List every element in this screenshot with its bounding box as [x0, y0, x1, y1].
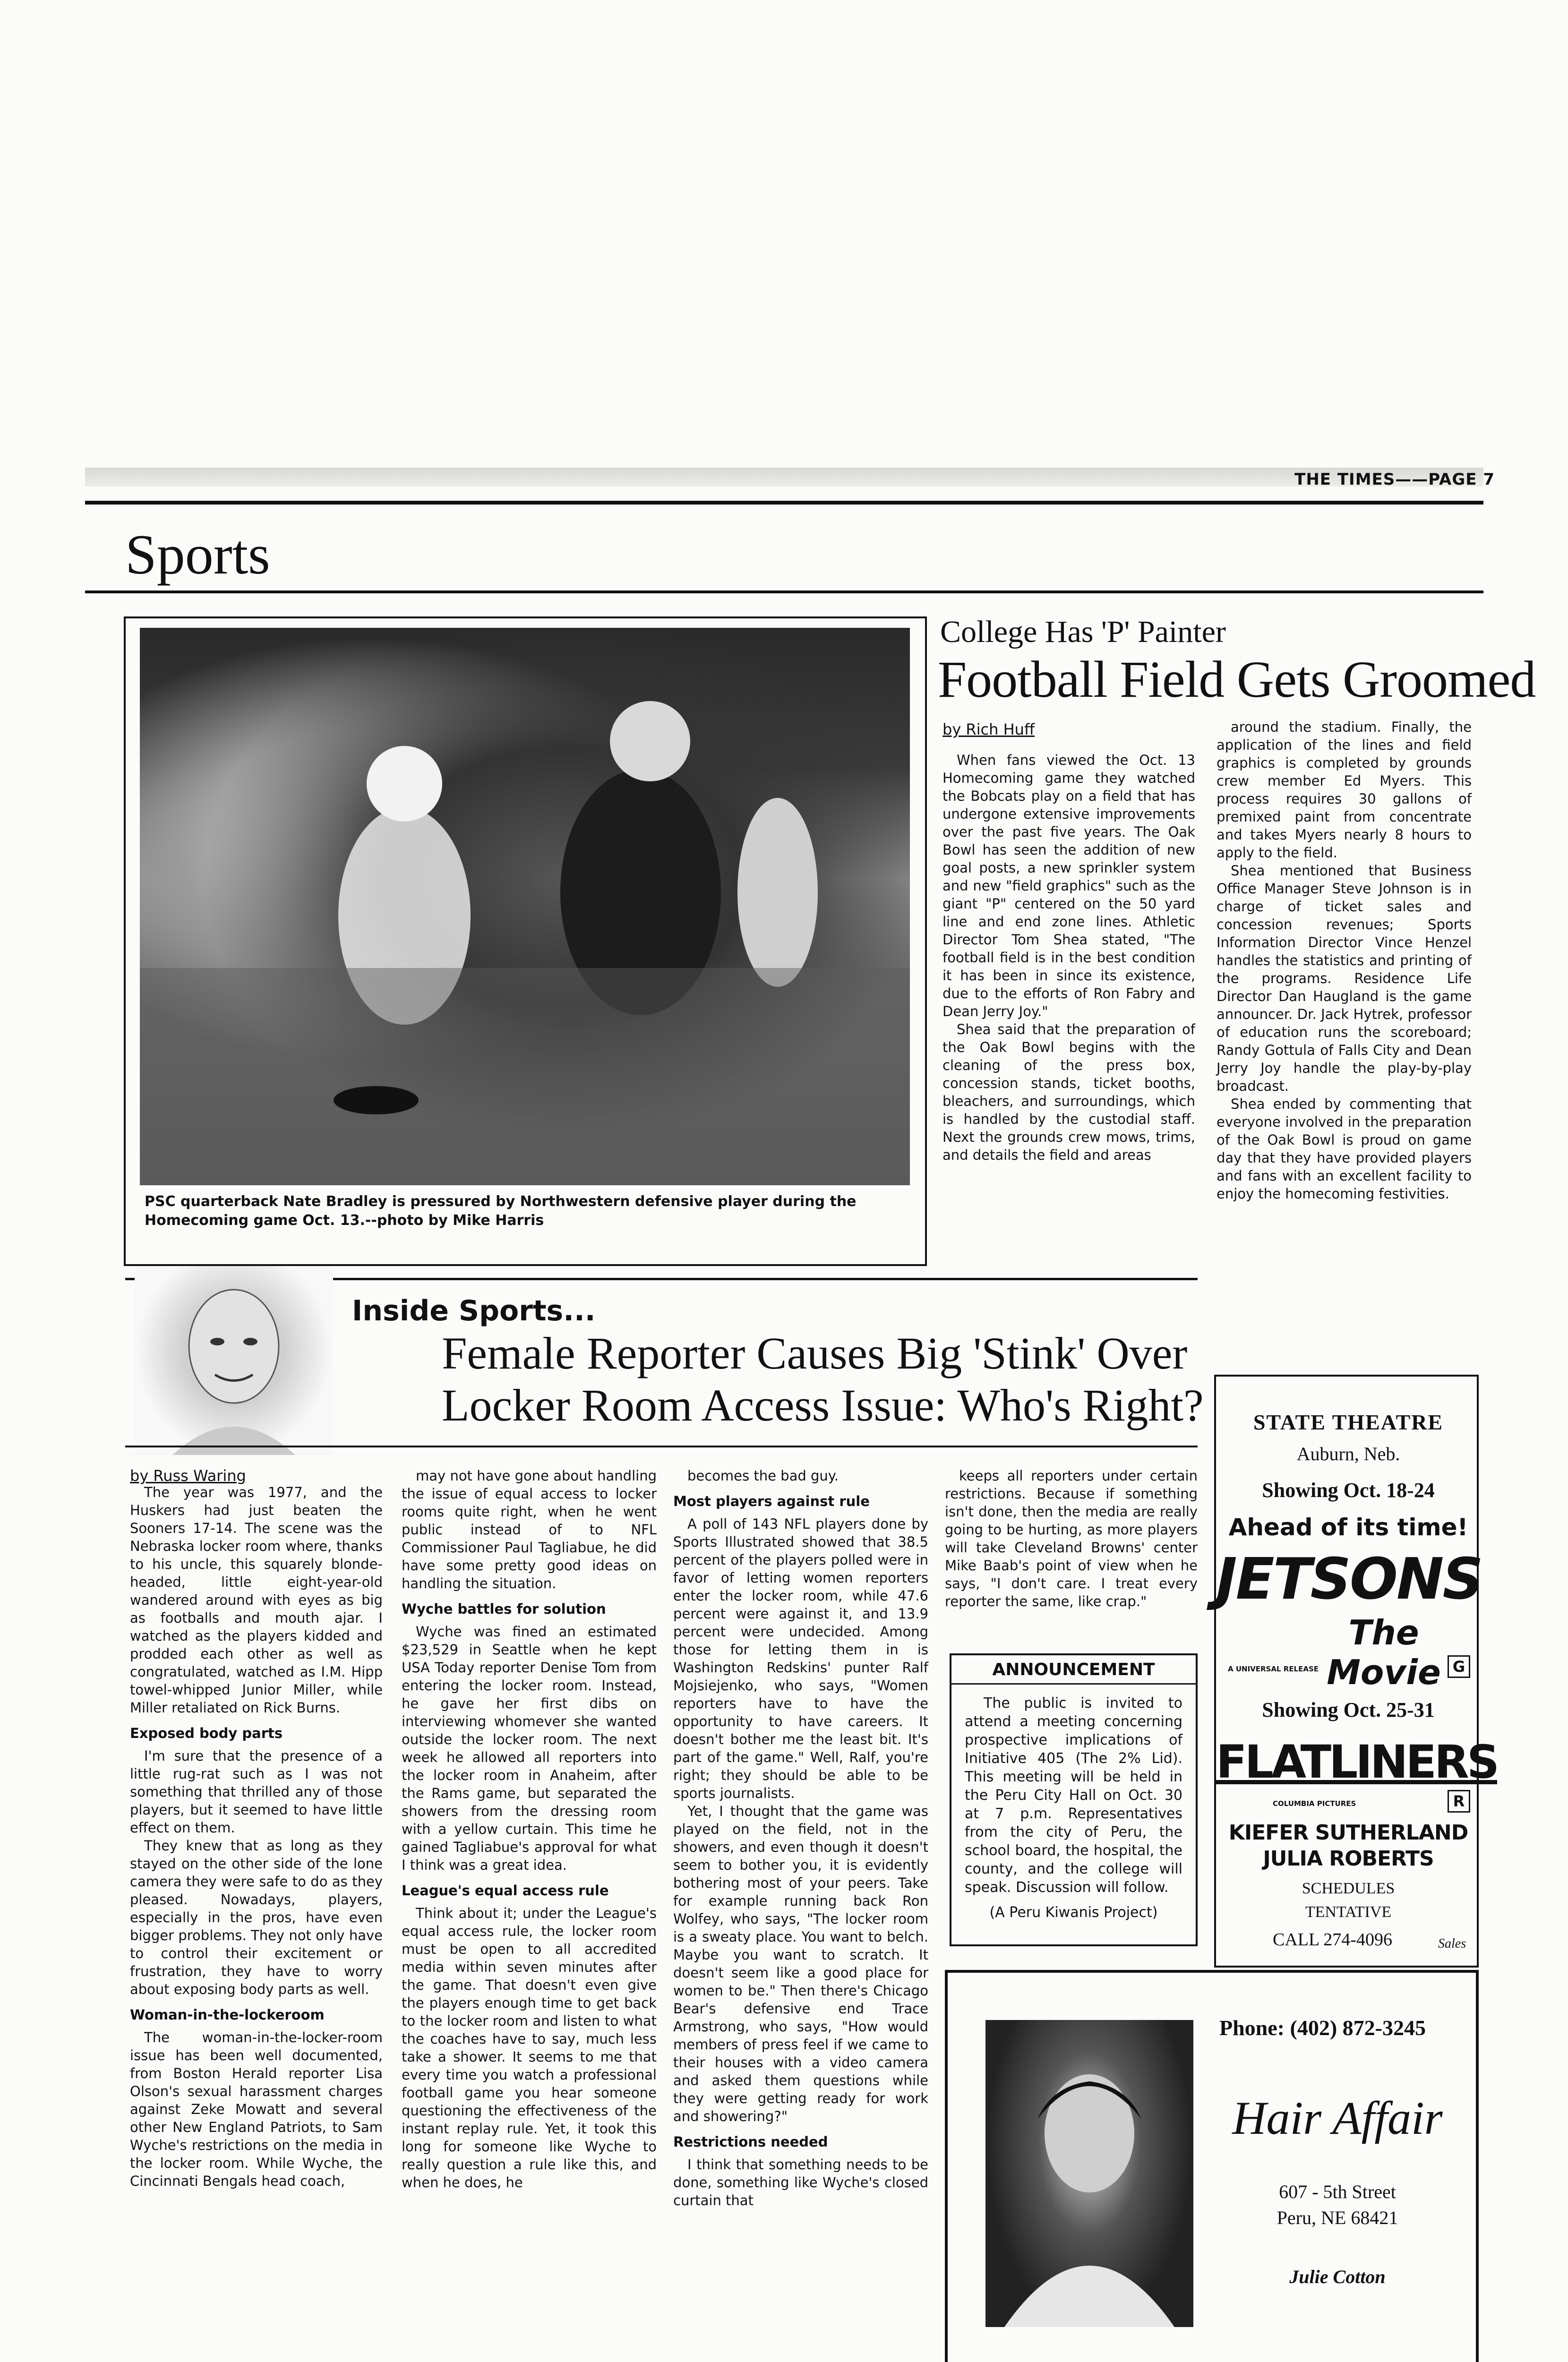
story-column-1 [943, 751, 1195, 1164]
theatre-tagline: Ahead of its time! [1228, 1514, 1468, 1541]
subhead: Wyche battles for solution [402, 1601, 606, 1617]
announcement-box [950, 1653, 1198, 1946]
theatre-city: Auburn, Neb. [1296, 1443, 1400, 1464]
hair-ad-owner: Julie Cotton [1289, 2266, 1386, 2287]
announcement-credit: (A Peru Kiwanis Project) [989, 1904, 1158, 1921]
paragraph: keeps all reporters under certain restrictions. Because if something isn't done, then the media are really going to be hurting, as more players will take Cleveland Browns' center Mike Baab's point of view when he says, "I don't care. I treat every reporter the same, like crap." [945, 1468, 1198, 1609]
movie-2-rating: R [1448, 1790, 1470, 1813]
paragraph: The year was 1977, and the Huskers had just beaten the Sooners 17-14. The scene was the Nebraska locker room where, thanks to his uncle, this squarely blonde-headed, little eight-year-old wandered around with eyes as big as footballs and mouth ajar. I watched as the players kidded and prodded each other as well as congratulated, watched as I.M. Hipp towel-whipped Junior Miller, while Miller retaliated on Rick Burns. [130, 1484, 383, 1716]
hair-ad-address-2: Peru, NE 68421 [1277, 2207, 1398, 2228]
column-rule [125, 1446, 1198, 1447]
column-text-4 [945, 1467, 1198, 1610]
subhead: Exposed body parts [130, 1725, 283, 1741]
paragraph: may not have gone about handling the issue of equal access to locker rooms quite right, when he went public instead of to NFL Commissioner Paul Tagliabue, he did have some pretty good ideas on handling the situation. [402, 1468, 657, 1592]
paragraph: Yet, I thought that the game was played on the field, not in the showers, and even though it doesn't seem to bother you, it is evidently bothering most of your peers. Take for example running back Ron Wolfey, who says, "The locker room is a sweaty place. You want to belch. Maybe you want to scratch. It doesn't seem like a good place for women to be." Then there's Chicago Bear's defensive end Trace Armstrong, who says, "How would members of press feel if we came to their houses with a video camera and asked them questions while they were getting ready for work and showering?" [673, 1803, 928, 2124]
story-column-2 [1217, 718, 1472, 1203]
paragraph: I think that something needs to be done, something like Wyche's closed curtain that [673, 2157, 928, 2208]
column-headline-line1: Female Reporter Causes Big 'Stink' Over [442, 1328, 1188, 1378]
theatre-ad [1214, 1375, 1497, 1968]
section-rule [85, 590, 1483, 593]
photo-players-illustration [140, 628, 910, 1185]
hair-ad [945, 1970, 1479, 2362]
theatre-showing-2: Showing Oct. 25-31 [1262, 1698, 1435, 1721]
column-text-1 [130, 1483, 383, 2190]
paragraph: becomes the bad guy. [687, 1468, 839, 1484]
hair-ad-portrait [985, 2020, 1193, 2327]
column-label: Inside Sports... [352, 1294, 596, 1327]
movie-2-star-1: KIEFER SUTHERLAND [1228, 1821, 1468, 1845]
column-byline: by Russ Waring [130, 1467, 246, 1485]
section-title: Sports [125, 523, 270, 586]
paragraph: Shea said that the preparation of the Oak Bowl begins with the cleaning of the press box, concession stands, ticket booths, bleachers, and surroundings, which is handled by the custodial staff. Next the grounds crew mows, trims, and details the field and areas [943, 1021, 1195, 1163]
subhead: Restrictions needed [673, 2134, 828, 2150]
photo-frame [124, 616, 927, 1266]
theatre-tentative: TENTATIVE [1305, 1903, 1392, 1921]
theatre-signoff: Sales [1438, 1936, 1466, 1951]
story-byline: by Rich Huff [943, 720, 1035, 738]
movie-1-studio: A UNIVERSAL RELEASE [1228, 1665, 1319, 1673]
subhead: Woman-in-the-lockeroom [130, 2007, 325, 2023]
paragraph: Wyche was fined an estimated $23,529 in Seattle when he kept USA Today reporter Denise Tom from entering the locker room. Instead, he gave her first dibs on interviewing whomever she wanted outside the locker room. The next week he allowed all reporters into the locker room in Anaheim, after the Rams game, but separated the showers from the dressing room with a yellow curtain. This time he gained Tagliabue's approval for what I think was a great idea. [402, 1624, 657, 1873]
paragraph: Shea mentioned that Business Office Manager Steve Johnson is in charge of ticket sales and concession revenues; Sports Information Director Vince Henzel handles the statistics and printing of the programs. Residence Life Director Dan Haugland is the game announcer. Dr. Jack Hytrek, professor of education runs the scoreboard; Randy Gottula of Falls City and Dean Jerry Joy handle the play-by-play broadcast. [1217, 863, 1472, 1094]
paragraph: The woman-in-the-locker-room issue has been well documented, from Boston Herald reporter Lisa Olson's sexual harassment charges against Zeke Mowatt and several other New England Patriots, to Sam Wyche's restrictions on the media in the locker room. While Wyche, the Cincinnati Bengals head coach, [130, 2029, 383, 2189]
page-runner: THE TIMES——PAGE 7 [1294, 470, 1495, 489]
paragraph: A poll of 143 NFL players done by Sports Illustrated showed that 38.5 percent of the players polled were in favor of letting women reporters enter the locker room, while 47.6 percent were against it, and 13.9 percent were undecided. Among those for letting them in is Washington Redskins' punter Ralf Mojsiejenko, who says, "Women reporters have to have the opportunity to have careers. It doesn't bother me the least bit. It's part of the game." Well, Ralf, you're right; they should be able to be sports journalists. [673, 1516, 928, 1801]
columnist-photo [135, 1266, 333, 1455]
column-text-2 [402, 1467, 657, 2191]
hair-ad-phone: Phone: (402) 872-3245 [1219, 2016, 1426, 2040]
theatre-name: STATE THEATRE [1253, 1410, 1444, 1434]
movie-1-rating: G [1448, 1655, 1470, 1678]
theatre-schedules: SCHEDULES [1302, 1880, 1395, 1897]
movie-1-subtitle: The Movie [1327, 1613, 1441, 1692]
paragraph: They knew that as long as they stayed on the other side of the lone camera they were safe to do as they pleased. Nowadays, players, especially in the pros, have even bigger problems. They not only have to control their excitement or frustration, they have to worry about exposing body parts as well. [130, 1838, 383, 1997]
page-header-band [85, 468, 1483, 487]
hair-ad-logo: Hair Affair [1232, 2092, 1443, 2144]
announcement-body: The public is invited to attend a meeting concerning prospective implications of Initiative 405 (The 2% Lid). This meeting will be held in the Peru City Hall on Oct. 30 at 7 p.m. Representatives from the city of Peru, the school board, the hospital, the county, and the college will speak. Discussion will follow. [965, 1695, 1182, 1896]
story-kicker: College Has 'P' Painter [940, 615, 1226, 649]
football-action-photo [140, 628, 910, 1185]
movie-2-studio: COLUMBIA PICTURES [1273, 1799, 1356, 1808]
subhead: Most players against rule [673, 1493, 870, 1509]
paragraph: Think about it; under the League's equal access rule, the locker room must be open to all accredited media within seven minutes after the game. That doesn't even give the players enough time to get back to the locker room and listen to what the coaches have to say, much less take a shower. It seems to me that every time you watch a professional football game you hear someone questioning the effectiveness of the instant replay rule. Yet, it took this long for someone like Wyche to really question a rule like this, and when he does, he [402, 1905, 657, 2191]
photo-caption: PSC quarterback Nate Bradley is pressured by Northwestern defensive player during the Homecoming game Oct. 13.--photo by Mike Harris [145, 1193, 857, 1229]
column-text-3 [673, 1467, 928, 2209]
movie-1-title: JETSONS [1216, 1547, 1482, 1612]
paragraph: Shea ended by commenting that everyone involved in the preparation of the Oak Bowl is proud on game day that they have provided players and fans with an excellent facility to enjoy the homecoming festivities. [1217, 1096, 1472, 1202]
paragraph: around the stadium. Finally, the application of the lines and field graphics is completed by grounds crew member Ed Myers. This process requires 30 gallons of premixed paint from concentrate and takes Myers nearly 8 hours to apply to the field. [1217, 719, 1472, 861]
theatre-phone: CALL 274-4096 [1273, 1930, 1392, 1950]
column-headline-line2: Locker Room Access Issue: Who's Right? [442, 1380, 1204, 1430]
paragraph: When fans viewed the Oct. 13 Homecoming game they watched the Bobcats play on a field that has undergone extensive improvements over the past five years. The Oak Bowl has seen the addition of new goal posts, a new sprinkler system and new "field graphics" such as the giant "P" centered on the 50 yard line and end zone lines. Athletic Director Tom Shea stated, "The football field is in the best condition it has been in since its existence, due to the efforts of Ron Fabry and Dean Jerry Joy." [943, 752, 1195, 1019]
paragraph: I'm sure that the presence of a little rug-rat such as I was not something that thrilled any of those players, but it seemed to have little effect on them. [130, 1748, 383, 1836]
announcement-title: ANNOUNCEMENT [951, 1660, 1196, 1685]
columnist-portrait [135, 1266, 333, 1455]
story-headline: Football Field Gets Groomed [938, 650, 1536, 708]
hair-ad-photo [985, 2020, 1193, 2327]
hair-ad-address-1: 607 - 5th Street [1279, 2181, 1396, 2202]
movie-2-star-2: JULIA ROBERTS [1263, 1847, 1434, 1871]
movie-2-title: FLATLINERS [1216, 1736, 1497, 1789]
theatre-showing-1: Showing Oct. 18-24 [1262, 1479, 1435, 1502]
subhead: League's equal access rule [402, 1883, 609, 1899]
header-rule [85, 501, 1483, 505]
